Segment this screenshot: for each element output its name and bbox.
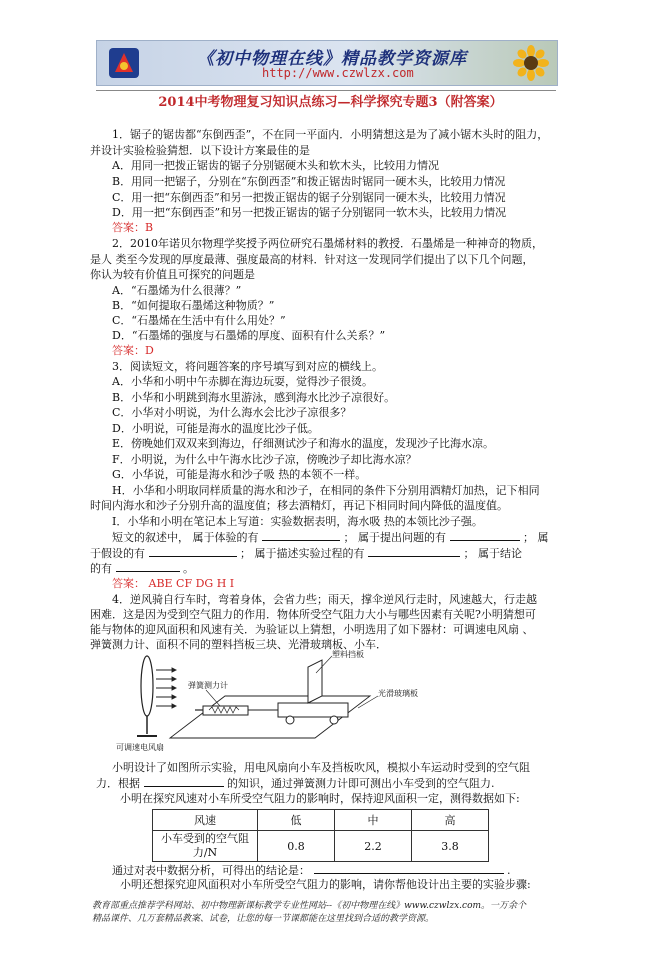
blank-conclusion-q4[interactable] bbox=[314, 862, 504, 874]
q2-answer: 答案：D bbox=[112, 344, 154, 357]
blank-experience[interactable] bbox=[262, 529, 340, 541]
site-banner bbox=[96, 40, 558, 86]
q3-item-a: A．小华和小明中午赤脚在海边玩耍，觉得沙子很烫。 bbox=[112, 375, 373, 388]
blank-process[interactable] bbox=[368, 545, 460, 557]
label-plastic-board: 塑料挡板 bbox=[332, 650, 364, 659]
label-spring-scale: 弹簧测力计 bbox=[188, 681, 228, 690]
table-row bbox=[153, 810, 489, 831]
q4-design-line2: 力．根据 的知识，通过弹簧测力计即可测出小车受到的空气阻力. bbox=[96, 777, 495, 790]
q4-design-line1: 小明设计了如图所示实验，用电风扇向小车及挡板吹风，模拟小车运动时受到的空气阻 bbox=[112, 761, 530, 774]
blank-conclusion[interactable] bbox=[116, 560, 180, 572]
banner-title: 《初中物理在线》精品教学资源库 bbox=[197, 49, 467, 69]
q3-stem: 3．阅读短文，将问题答案的序号填写到对应的横线上。 bbox=[112, 360, 383, 373]
plastic-board bbox=[308, 660, 322, 703]
table-cell: 2.2 bbox=[335, 831, 412, 862]
q1-answer: 答案：B bbox=[112, 221, 154, 234]
q4-stem-line3: 能与物体的迎风面积和风速有关．为验证以上猜想，小明选用了如下器材：可调速电风扇 、 bbox=[90, 623, 534, 636]
q1-stem-line2: 并设计实验检验猜想．以下设计方案最佳的是 bbox=[90, 144, 310, 157]
q3-item-d: D．小明说，可能是海水的温度比沙子低。 bbox=[112, 422, 319, 435]
q2-stem-line3: 你认为较有价值且可探究的问题是 bbox=[90, 268, 255, 281]
q3-item-e: E．傍晚她们双双来到海边，仔细测试沙子和海水的温度，发现沙子比海水凉。 bbox=[112, 437, 495, 450]
q1-option-a: A．用同一把拨正锯齿的锯子分别锯硬木头和软木头，比较用力情况 bbox=[112, 159, 439, 172]
table-cell: 3.8 bbox=[412, 831, 489, 862]
table-header-cell: 高 bbox=[412, 810, 489, 831]
blank-question[interactable] bbox=[450, 529, 520, 541]
blank-principle[interactable] bbox=[144, 775, 224, 787]
q4-stem-line4: 弹簧测力计、面积不同的塑料挡板三块、光滑玻璃板、小车． bbox=[90, 638, 387, 651]
q2-option-c: C．“石墨烯在生活中有什么用处？” bbox=[112, 314, 286, 327]
q3-fill-line1: 短文的叙述中， 属于体验的有 ； 属于提出问题的有 ； 属 bbox=[112, 531, 549, 544]
q2-option-d: D．“石墨烯的强度与石墨烯的厚度、面积有什么关系？” bbox=[112, 329, 386, 342]
table-header-cell: 低 bbox=[258, 810, 335, 831]
footer-line1: 教育部重点推荐学科网站、初中物理新课标教学专业性网站--《初中物理在线》www.czwlzx.com。一万余个 bbox=[92, 901, 527, 911]
blank-hypothesis[interactable] bbox=[149, 545, 237, 557]
q3-fill-line3: 的有 。 bbox=[90, 562, 194, 575]
table-header-cell: 中 bbox=[335, 810, 412, 831]
q4-conclusion-line: 通过对表中数据分析，可得出的结论是： . bbox=[112, 864, 511, 877]
q3-item-g: G．小华说，可能是海水和沙子吸 热的本领不一样。 bbox=[112, 468, 367, 481]
q1-option-b: B．用同一把锯子，分别在“东倒西歪”和拨正锯齿时锯同一硬木头，比较用力情况 bbox=[112, 175, 506, 188]
q2-stem-line2: 是人 类至今发现的厚度最薄、强度最高的材料．针对这一发现同学们提出了以下几个问题， bbox=[90, 253, 534, 266]
q3-item-h-line2: 时间内海水和沙子分别升高的温度值；移去酒精灯，再记下相同时间内降低的温度值。 bbox=[90, 499, 508, 512]
q1-option-c: C．用一把“东倒西歪”和另一把拨正锯齿的锯子分别锯同一硬木头，比较用力情况 bbox=[112, 191, 506, 204]
spring-scale-icon bbox=[195, 706, 278, 715]
q3-item-b: B．小华和小明跳到海水里游泳，感到海水比沙子凉很好。 bbox=[112, 391, 396, 404]
q4-table-intro: 小明在探究风速对小车所受空气阻力的影响时，保持迎风面积一定，测得数据如下: bbox=[120, 792, 520, 805]
q3-item-i: I．小华和小明在笔记本上写道：实验数据表明，海水吸 热的本领比沙子强。 bbox=[112, 515, 483, 528]
q4-stem-line2: 困难．这是因为受到空气阻力的作用．物体所受空气阻力大小与哪些因素有关呢?小明猜想可 bbox=[90, 608, 536, 621]
site-logo-icon bbox=[107, 46, 141, 80]
fan-icon bbox=[137, 656, 157, 736]
q3-fill-line2: 于假设的有 ； 属于描述实验过程的有 ； 属于结论 bbox=[90, 547, 522, 560]
q3-item-c: C．小华对小明说，为什么海水会比沙子凉很多？ bbox=[112, 406, 352, 419]
label-glass-board: 光滑玻璃板 bbox=[378, 689, 418, 698]
table-row bbox=[153, 831, 489, 862]
wind-arrows bbox=[156, 668, 176, 708]
q3-item-f: F．小明说，为什么中午海水比沙子凉，傍晚沙子却比海水凉？ bbox=[112, 453, 417, 466]
q1-option-d: D．用一把“东倒西歪”和另一把拨正锯齿的锯子分别锯同一软木头，比较用力情况 bbox=[112, 206, 507, 219]
data-table bbox=[152, 809, 489, 862]
document-title: 2014中考物理复习知识点练习—科学探究专题3（附答案） bbox=[158, 95, 503, 110]
sunflower-icon bbox=[513, 45, 549, 81]
table-header-cell: 风速 bbox=[153, 810, 258, 831]
table-cell: 0.8 bbox=[258, 831, 335, 862]
car-icon bbox=[278, 703, 348, 724]
q2-stem-line1: 2．2010年诺贝尔物理学奖授予两位研究石墨烯材料的教授．石墨烯是一种神奇的物质， bbox=[112, 237, 543, 250]
q3-item-h-line1: H．小华和小明取同样质量的海水和沙子，在相同的条件下分别用酒精灯加热，记下相同 bbox=[112, 484, 540, 497]
label-fan: 可调速电风扇 bbox=[116, 743, 164, 752]
q1-stem-line1: 1．锯子的锯齿都“东倒西歪”，不在同一平面内．小明猜想这是为了减小锯木头时的阻力， bbox=[112, 128, 549, 141]
q4-stem-line1: 4．逆风骑自行车时，弯着身体，会省力些；雨天，撑伞逆风行走时，风速越大，行走越 bbox=[112, 593, 537, 606]
banner-url[interactable]: http://www.czwlzx.com bbox=[262, 66, 414, 80]
q2-option-b: B．“如何提取石墨烯这种物质？” bbox=[112, 299, 275, 312]
footer-line2: 精品课件、几万套精品教案、试卷，让您的每一节课都能在这里找到合适的教学资源。 bbox=[92, 914, 435, 924]
experiment-figure bbox=[110, 648, 460, 753]
q4-steps-prompt: 小明还想探究迎风面积对小车所受空气阻力的影响，请你帮他设计出主要的实验步骤: bbox=[120, 878, 531, 891]
q2-option-a: A．“石墨烯为什么很薄？” bbox=[112, 284, 242, 297]
table-row-label: 小车受到的空气阻 力/N bbox=[153, 831, 258, 862]
q3-answer: 答案： ABE CF DG H I bbox=[112, 577, 235, 590]
